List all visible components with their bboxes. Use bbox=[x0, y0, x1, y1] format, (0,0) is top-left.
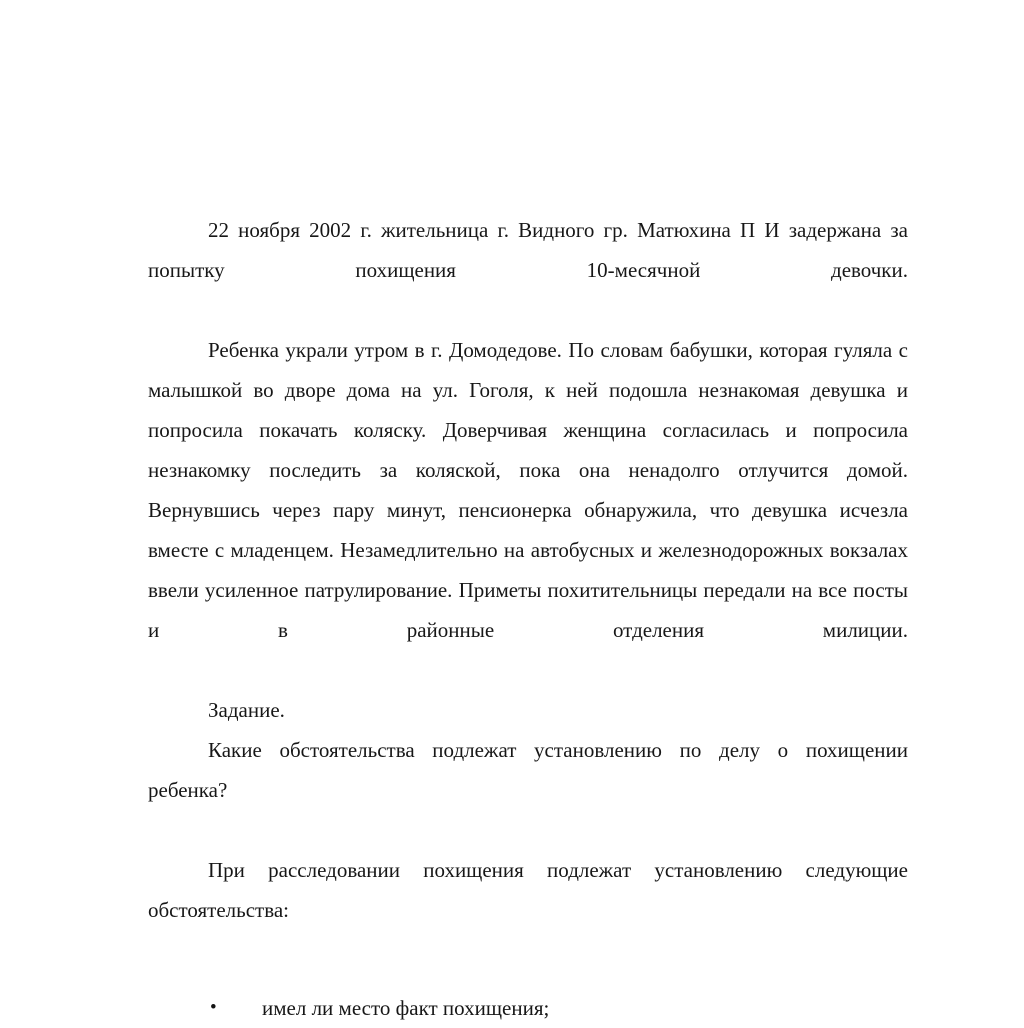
list-spacer bbox=[148, 970, 908, 988]
list-item bbox=[148, 988, 908, 1028]
circumstances-bullet-list bbox=[148, 988, 908, 1028]
list-item-label: имел ли место факт похищения; bbox=[262, 996, 550, 1020]
paragraph-answer-intro: При расследовании похищения подлежат установлению следующие обстоятельства: bbox=[148, 858, 908, 922]
paragraph-case-narrative: Ребенка украли утром в г. Домодедове. По словам бабушки, которая гуляла с малышкой во дворе дома на ул. Гоголя, к ней подошла незнакомая девушка и попросила покачать коляску. Доверчивая женщина согласилась и попросила незнакомку последить за коляской, пока она ненадолго отлучится домой. Вернувшись через пару минут, пенсионерка обнаружила, что девушка исчезла вместе с младенцем. Незамедлительно на автобусных и железнодорожных вокзалах ввели усиленное патрулирование. Приметы похитительницы передали на все посты и в районные отделения милиции. bbox=[148, 338, 908, 642]
paragraph-intro-detention: 22 ноября 2002 г. жительница г. Видного гр. Матюхина П И задержана за попытку похищения 10-месячной девочки. bbox=[148, 218, 908, 282]
paragraph-question: Какие обстоятельства подлежат установлению по делу о похищении ребенка? bbox=[148, 738, 908, 802]
document-text-block bbox=[148, 210, 908, 1028]
paragraph-assignment-heading: Задание. bbox=[208, 698, 285, 722]
bullet-point-icon: • bbox=[210, 997, 217, 1018]
